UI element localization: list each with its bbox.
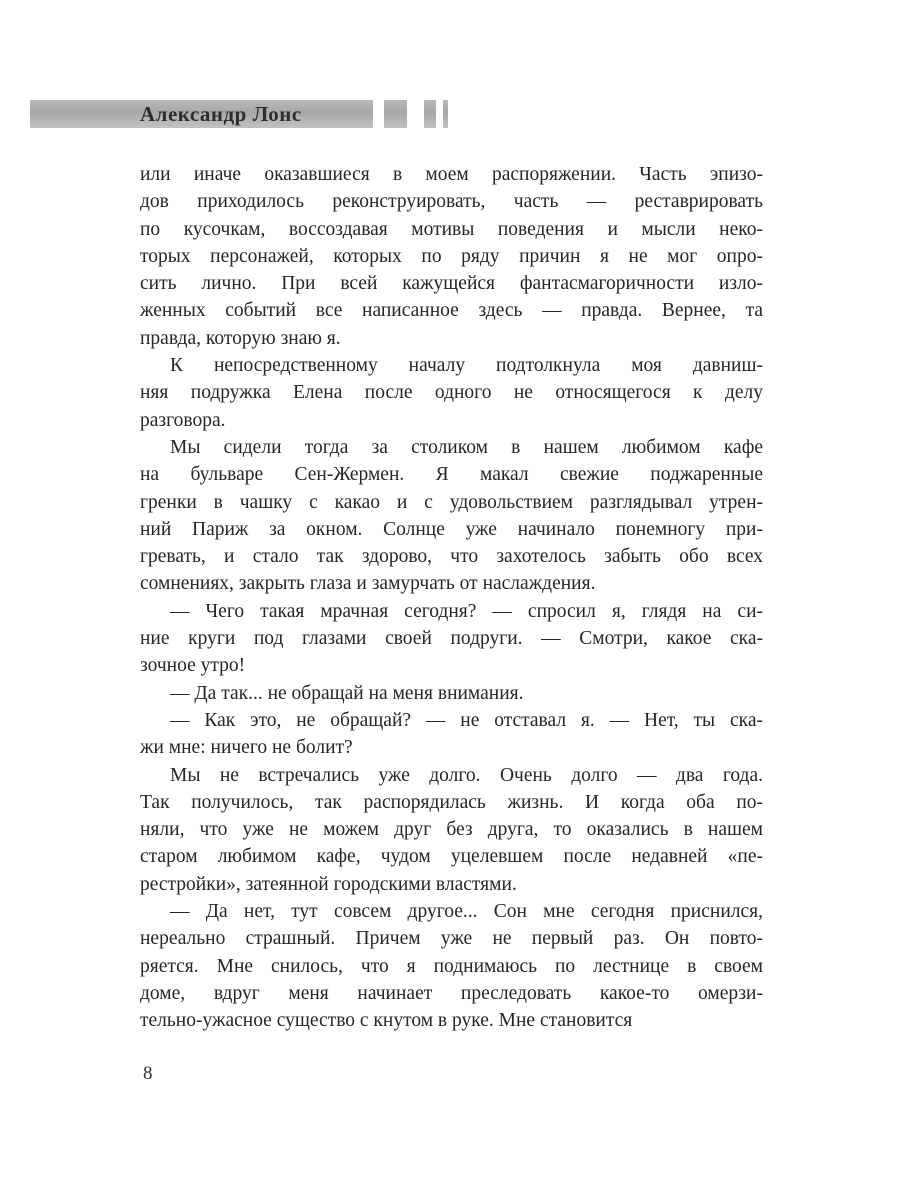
text-line: зочное утро! [140, 655, 246, 677]
paragraph [140, 898, 763, 1034]
text-line: сить лично. При всей кажущейся фантасмагоричности изло- [140, 273, 763, 295]
text-line: правда, которую знаю я. [140, 327, 341, 349]
text-line: Мы не встречались уже долго. Очень долго — два года. [170, 764, 763, 786]
text-line: нереально страшный. Причем уже не первый раз. Он повто- [140, 928, 763, 950]
decorative-bar-icon [384, 100, 407, 128]
paragraph [140, 161, 763, 352]
text-line: ние круги под глазами своей подруги. — Смотри, какое ска- [140, 628, 763, 650]
text-line: женных событий все написанное здесь — правда. Вернее, та [140, 300, 763, 322]
text-line: няли, что уже не можем друг без друга, то оказались в нашем [140, 819, 763, 841]
text-line: тельно-ужасное существо с кнутом в руке. Мне становится [140, 1010, 633, 1032]
text-line: — Да так... не обращай на меня внимания. [170, 682, 524, 704]
text-line: доме, вдруг меня начинает преследовать какое-то омерзи- [140, 982, 763, 1004]
text-line: няя подружка Елена после одного не относящегося к делу [140, 382, 763, 404]
text-line: рестройки», затеянной городскими властями. [140, 873, 517, 895]
decorative-bar-icon [424, 100, 436, 128]
text-line: ний Париж за окном. Солнце уже начинало понемногу при- [140, 518, 763, 540]
paragraph [140, 598, 763, 680]
text-line: жи мне: ничего не болит? [140, 737, 353, 759]
text-line: или иначе оказавшиеся в моем распоряжении. Часть эпизо- [140, 164, 763, 185]
page-number: 8 [143, 1063, 153, 1084]
text-line: — Как это, не обращай? — не отставал я. — Нет, ты ска- [170, 709, 763, 731]
paragraph [140, 707, 763, 762]
text-line: сомнениях, закрыть глаза и замурчать от наслаждения. [140, 573, 596, 595]
text-line: К непосредственному началу подтолкнула моя давниш- [170, 355, 763, 377]
paragraph [140, 352, 763, 434]
text-line: на бульваре Сен-Жермен. Я макал свежие поджаренные [140, 464, 763, 486]
text-line: — Да нет, тут совсем другое... Сон мне сегодня приснился, [170, 901, 763, 923]
text-line: гренки в чашку с какао и с удовольствием разглядывал утрен- [140, 491, 763, 513]
text-line: — Чего такая мрачная сегодня? — спросил я, глядя на си- [170, 600, 763, 622]
text-line: торых персонажей, которых по ряду причин я не мог опро- [140, 245, 763, 267]
text-line: Так получилось, так распорядилась жизнь. И когда оба по- [140, 791, 763, 813]
text-line: разговора. [140, 409, 226, 431]
paragraph [140, 434, 763, 598]
header-author-band [30, 100, 373, 128]
decorative-bar-icon [443, 100, 448, 128]
author-name: Александр Лонс [140, 102, 302, 126]
body-text [140, 161, 763, 1035]
paragraph [140, 762, 763, 898]
text-line: гревать, и стало так здорово, что захотелось забыть обо всех [140, 546, 763, 568]
text-line: по кусочкам, воссоздавая мотивы поведения и мысли неко- [140, 218, 763, 240]
text-line: старом любимом кафе, чудом уцелевшем после недавней «пе- [140, 846, 763, 868]
paragraph [140, 680, 763, 707]
text-line: ряется. Мне снилось, что я поднимаюсь по лестнице в своем [140, 955, 763, 977]
text-line: Мы сидели тогда за столиком в нашем любимом кафе [170, 436, 763, 458]
text-line: дов приходилось реконструировать, часть — реставрировать [140, 191, 763, 213]
